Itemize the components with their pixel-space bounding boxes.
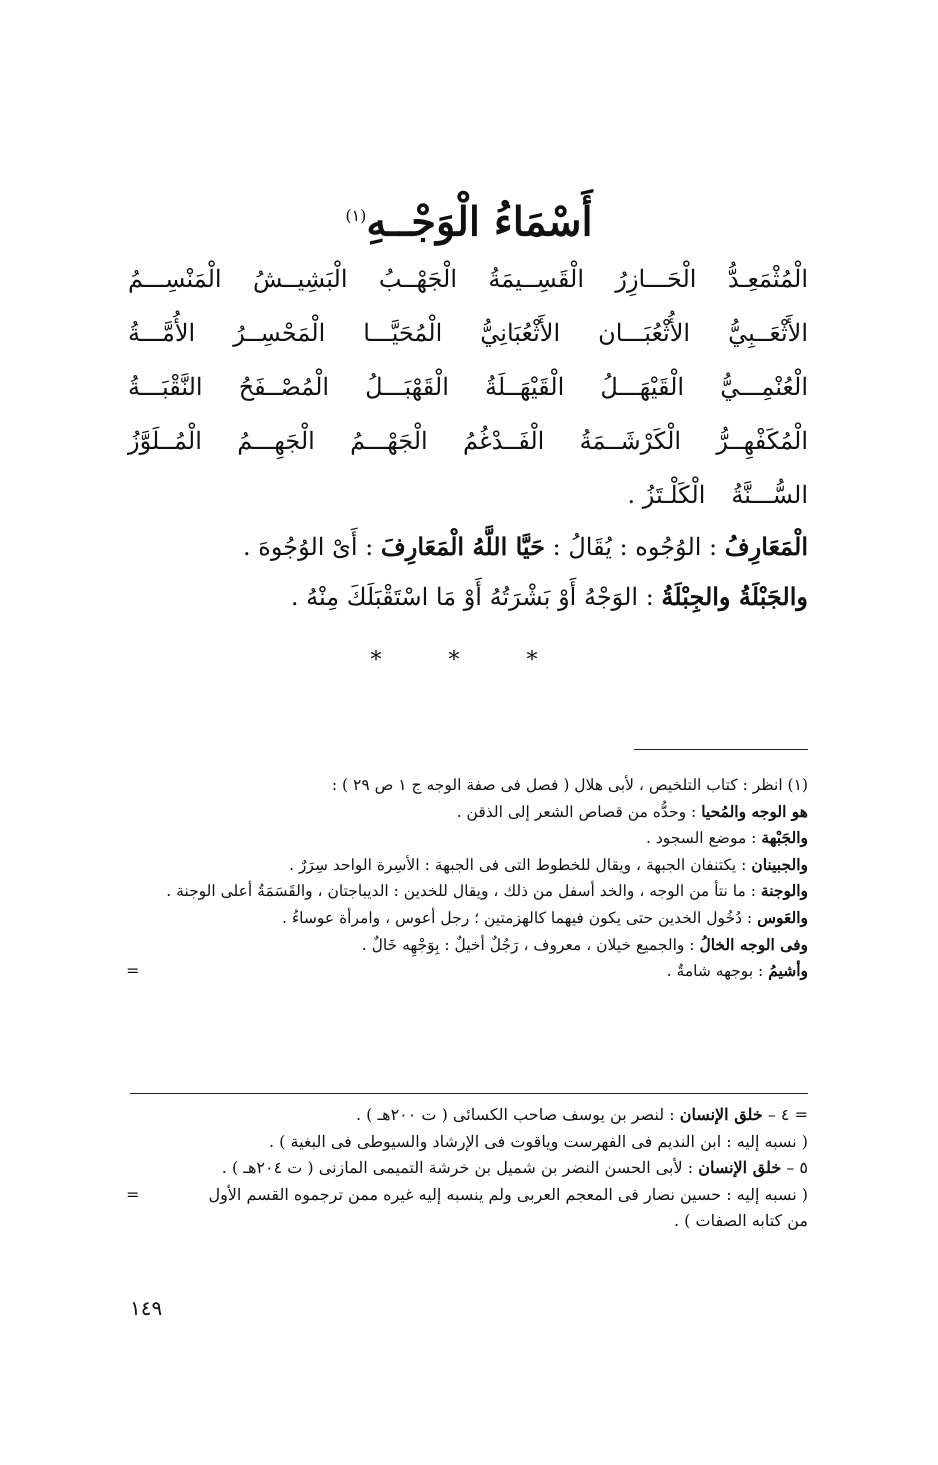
word: الْمَحْسِــرُ [233,319,326,347]
note-text: من كتابه الصفات ) . [674,1211,808,1231]
page-number: ١٤٩ [130,1296,163,1320]
continued-notes [128,1101,808,1234]
word: الْكَرْشَــمَةُ [579,427,682,455]
footnote-line [128,799,808,826]
word: الأَثْعُبَانِيُّ [480,319,561,347]
definition-term: حَيَّا اللَّهُ الْمَعَارِفَ [380,532,545,561]
footnote-term: والوجنة [760,881,808,901]
word: الْحَـــازِرُ [615,265,697,293]
word: الأَثْعَــبِيُّ [728,319,808,347]
continuation-mark: = [126,961,140,981]
footnote-divider [130,1093,808,1094]
footnote-line [128,932,808,959]
footnote-text: : والجميع خيلان ، معروف ، رَجُلٌ أخيلٌ : بِوَجْهِه خَالٌ . [361,935,700,954]
word-row [128,360,808,414]
definition-text: : أَىْ الوُجُوهَ . [243,533,381,561]
note-text: : لأبى الحسن النضر بن شميل بن خرشة التميمى المازنى ( ت ٢٠٤هـ ) . [221,1158,699,1178]
word-row [128,252,808,306]
note-line [128,1181,808,1208]
footnote-term: هو الوجه والمُحيا [701,801,808,821]
footnote-text: : يكتنفان الجبهة ، ويقال للخطوط التى فى الجبهة : الأسِرة الواحد سِرَرٌ . [289,855,752,874]
word: الْبَشِيــشُ [252,265,348,293]
footnote-line [128,958,808,985]
word: الْفَــدْغُمُ [463,427,545,455]
note-line [128,1101,808,1128]
section-separator: * * * [370,648,568,673]
definition-text: : الوُجُوه : يُقَالُ : [544,533,725,561]
footnote-line [128,878,808,905]
word: الْمُثْمَعِـدُّ [727,265,808,293]
note-text: ( نسبه إليه : حسين نصار فى المعجم العربى ولم ينسبه إليه غيره ممن ترجموه القسم الأول [208,1184,808,1204]
word: الْقَسِــيمَةُ [488,265,584,293]
word: النَّقْبَـــةُ [128,373,203,401]
note-prefix: = ٤ – [762,1105,808,1124]
footnote-text: : وحدُّه من قصاص الشعر إلى الذقن . [456,802,702,821]
definition-text: : الوَجْهُ أَوْ بَشْرَتُهُ أَوْ مَا اسْتَقْبَلَكَ مِنْهُ . [290,583,662,611]
footnote-ref: (١) [345,206,367,225]
footnote-text: : ما نتأ من الوجه ، والخد أسفل من ذلك ، ويقال للخدين : الديباجتان ، والقَسَمَةُ أعلى الوجنة . [166,882,761,901]
footnote-term: والجبينان [751,854,808,874]
note-term: خلق الإنسان [698,1158,782,1178]
word-row [128,306,808,360]
word: الْمَنْسِـــمُ [128,265,222,293]
word: السُّـــنَّةُ [731,481,808,509]
continuation-mark: = [126,1184,140,1204]
word: الأُمَّـــةُ [128,319,196,347]
title-text: أَسْمَاءُ الْوَجْــهِ [366,198,593,246]
definition-term: الْمَعَارِفُ [724,532,808,561]
word: الْجَهِـــمُ [237,427,315,455]
word: الْمُصْــفَحُ [238,373,330,401]
word: الْقَيْهَــلَةُ [484,373,565,401]
word: الأُثْعُبَـــان [598,319,691,347]
footnote-line [128,852,808,879]
word: الْجَهْــبُ [378,265,458,293]
footnote-line [128,825,808,852]
word: الْمُحَيَّـــا [363,319,443,347]
word-row [128,468,808,522]
word: الْجَهْـــمُ [350,427,428,455]
footnote-text: : موضع السجود . [645,829,762,848]
note-text: ( نسبه إليه : ابن النديم فى الفهرست وياقوت فى الإرشاد والسيوطى فى البغية ) . [268,1131,808,1151]
footnote-term: والعَوس [757,907,808,927]
definition-line [128,572,808,622]
footnote-line [128,905,808,932]
note-line [128,1207,808,1234]
word: الْقَهْبَـــلُ [365,373,449,401]
footnote-term: وفى الوجه الخالُ [699,934,808,954]
footnote-term: والجَبْهة [761,828,808,848]
word: الْمُــلَوَّزُ [128,427,202,455]
word-row [128,414,808,468]
definition-line [128,522,808,572]
footnote-text: : بوجهه شامةٌ . [666,962,769,981]
definitions [128,522,808,622]
footnote-term: وأشيمُ [768,961,808,981]
word: الْقَيْهَـــلُ [600,373,685,401]
footnote-line [128,772,808,799]
word: الْكَلْـتَزُ . [627,481,706,509]
footnotes [128,772,808,985]
word: الْعُنْمِـــيُّ [720,373,808,401]
note-term: خلق الإنسان [679,1105,763,1124]
footnote-text: (١) انظر : كتاب التلخيص ، لأبى هلال ( فصل فى صفة الوجه ج ١ ص ٢٩ ) : [331,776,808,794]
note-prefix: ٥ – [781,1158,808,1178]
note-line [128,1154,808,1181]
definition-term: والجَبْلَةُ والجِبْلَةُ [661,582,808,611]
footnote-text: : دُخُول الخدين حتى يكون فيهما كالهزمتين ؛ رجل أعوس ، وامرأة عوساءُ . [282,908,758,927]
word: الْمُكَفْهِــرُّ [716,427,808,455]
note-line [128,1128,808,1155]
page-title [0,188,938,250]
note-text: : لنصر بن يوسف صاحب الكسائى ( ت ٢٠٠هـ ) . [355,1105,680,1124]
footnote-divider [634,749,808,750]
word-list [128,252,808,522]
